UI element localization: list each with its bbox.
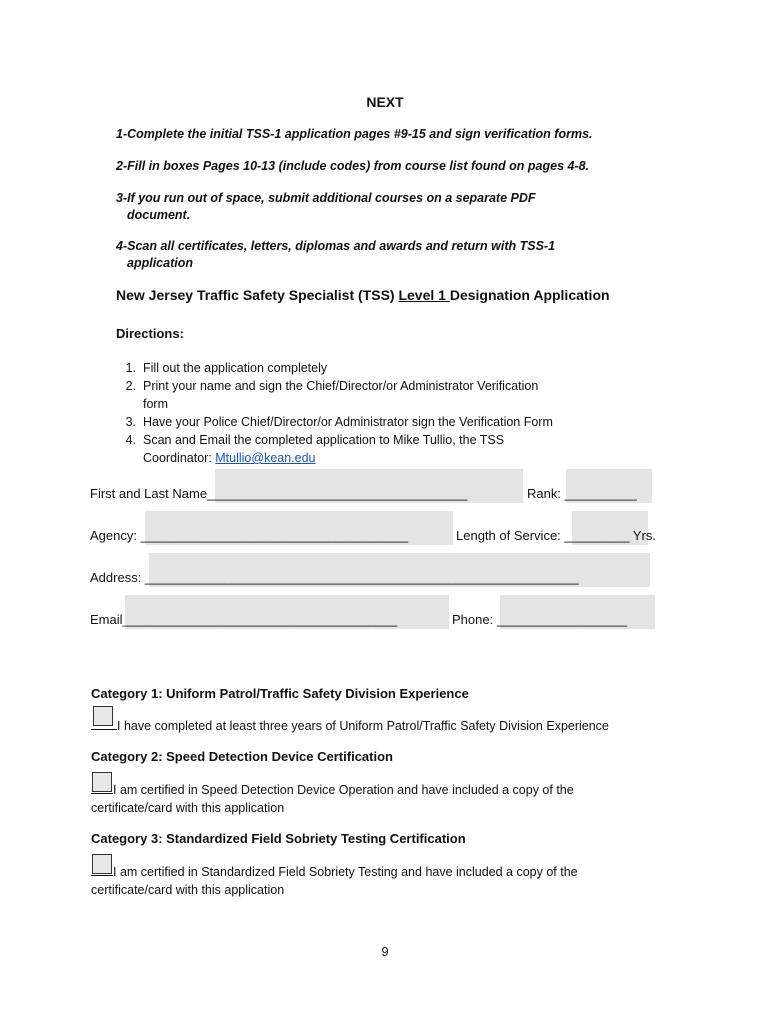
- title-part-1: New Jersey Traffic Safety Specialist (TSS): [116, 287, 399, 303]
- name-field-label: First and Last Name____________________________________: [90, 486, 468, 501]
- page-number: 9: [381, 944, 389, 959]
- list-number: 2.: [125, 379, 136, 393]
- category-1-title: Category 1: Uniform Patrol/Traffic Safety Division Experience: [91, 686, 469, 701]
- service-field-label: Length of Service: _________ Yrs.: [456, 528, 656, 543]
- instruction-4-continuation: application: [127, 256, 193, 270]
- category-2-statement: I am certified in Speed Detection Device Operation and have included a copy of the: [113, 783, 574, 797]
- list-item: [112, 449, 553, 467]
- category-3-text: [91, 863, 578, 899]
- phone-field-label: Phone: __________________: [452, 612, 627, 627]
- list-text: Print your name and sign the Chief/Director/or Administrator Verification: [143, 379, 539, 393]
- agency-field-label: Agency: _____________________________________: [90, 528, 409, 543]
- list-number: [112, 395, 136, 413]
- category-1-statement: I have completed at least three years of Uniform Patrol/Traffic Safety Division Experience: [117, 719, 609, 733]
- list-number: 1.: [125, 361, 136, 375]
- title-level-underlined: Level 1: [398, 287, 450, 303]
- directions-list: [112, 359, 553, 467]
- email-field-label: Email______________________________________: [90, 612, 398, 627]
- list-item: [112, 395, 553, 413]
- rank-field-label: Rank: __________: [527, 486, 637, 501]
- blank-underline: [91, 863, 113, 876]
- blank-underline: [91, 717, 117, 730]
- instruction-4-text: 4-Scan all certificates, letters, diplomas and awards and return with TSS-1: [116, 239, 556, 253]
- list-text: Have your Police Chief/Director/or Administrator sign the Verification Form: [143, 415, 553, 429]
- coordinator-label: Coordinator:: [143, 451, 216, 465]
- category-2-statement-cont: certificate/card with this application: [91, 801, 285, 815]
- list-text: form: [143, 397, 168, 411]
- category-3-statement: I am certified in Standardized Field Sobriety Testing and have included a copy of the: [113, 865, 578, 879]
- address-field-label: Address: ____________________________________________________________: [90, 570, 579, 585]
- list-item: [112, 359, 553, 377]
- list-number: 4.: [125, 433, 136, 447]
- list-text: Fill out the application completely: [143, 361, 328, 375]
- instruction-1: [116, 126, 593, 143]
- category-3-title: Category 3: Standardized Field Sobriety Testing Certification: [91, 831, 466, 846]
- instruction-3-text: 3-If you run out of space, submit additional courses on a separate PDF: [116, 191, 536, 205]
- instruction-2: [116, 158, 589, 175]
- list-item: [112, 431, 553, 449]
- list-number: 3.: [125, 415, 136, 429]
- instruction-4: [116, 238, 555, 272]
- list-text: Scan and Email the completed application to Mike Tullio, the TSS: [143, 433, 505, 447]
- list-item: [112, 413, 553, 431]
- category-2-text: [91, 781, 574, 817]
- coordinator-email-link[interactable]: Mtullio@kean.edu: [215, 451, 316, 465]
- title-part-2: Designation Application: [449, 287, 610, 303]
- list-item: [112, 377, 553, 395]
- next-heading: NEXT: [366, 94, 404, 110]
- directions-heading: Directions:: [116, 326, 184, 341]
- blank-underline: [91, 781, 113, 794]
- instruction-3-continuation: document.: [127, 208, 191, 222]
- instruction-2-text: 2-Fill in boxes Pages 10-13 (include codes) from course list found on pages 4-8.: [116, 159, 590, 173]
- category-2-title: Category 2: Speed Detection Device Certification: [91, 749, 393, 764]
- category-1-text: [91, 717, 609, 735]
- instruction-1-text: 1-Complete the initial TSS-1 application pages #9-15 and sign verification forms.: [116, 127, 593, 141]
- instruction-3: [116, 190, 536, 224]
- application-title: [116, 287, 610, 303]
- category-3-statement-cont: certificate/card with this application: [91, 883, 285, 897]
